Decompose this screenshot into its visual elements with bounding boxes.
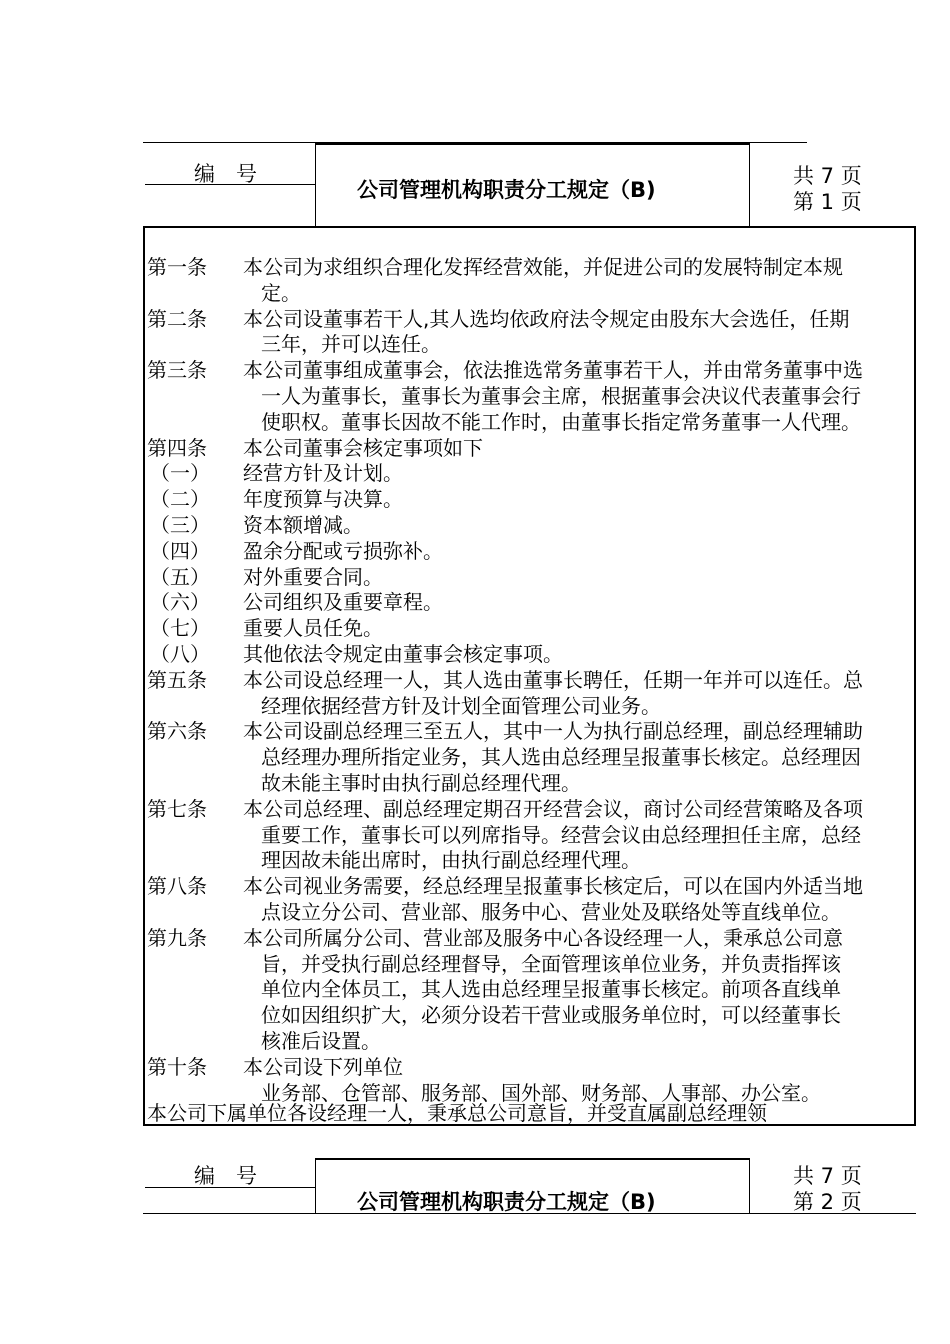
- article-text-line: 理因故未能出席时，由执行副总经理代理。: [261, 848, 641, 873]
- article-number: （七）: [150, 616, 210, 641]
- article-number: （五）: [150, 564, 210, 589]
- article-number: 第八条: [147, 874, 207, 899]
- article-text-line: 本公司设下列单位: [243, 1054, 403, 1079]
- closing-line: 本公司下属单位各设经理一人，秉承总公司意旨，并受直属副总经理领: [147, 1101, 767, 1125]
- article-number: （二）: [150, 487, 210, 512]
- article-text-line: 位如因组织扩大，必须分设若干营业或服务单位时，可以经董事长: [261, 1003, 841, 1028]
- article-number: 第六条: [147, 719, 207, 744]
- article-text-line: 盈余分配或亏损弥补。: [243, 538, 443, 563]
- article-number: （六）: [150, 590, 210, 615]
- article-text-line: 经营方针及计划。: [243, 461, 403, 486]
- article-text-line: 使职权。董事长因故不能工作时，由董事长指定常务董事一人代理。: [261, 409, 861, 434]
- article-text-line: 总经理办理所指定业务，其人选由总经理呈报董事长核定。总经理因: [261, 745, 861, 770]
- article-text-line: 业务部、仓管部、服务部、国外部、财务部、人事部、办公室。: [261, 1080, 821, 1105]
- article-text-line: 公司组织及重要章程。: [243, 590, 443, 615]
- article-text-line: 点设立分公司、营业部、服务中心、营业处及联络处等直线单位。: [261, 900, 841, 924]
- article-text-line: 其他依法令规定由董事会核定事项。: [243, 642, 563, 666]
- header-2-total-pages: 共 7 页: [793, 1164, 862, 1188]
- article-text-line: 对外重要合同。: [243, 564, 383, 589]
- article-text-line: 重要工作，董事长可以列席指导。经营会议由总经理担任主席，总经: [261, 822, 861, 847]
- article-text-line: 定。: [261, 280, 301, 305]
- article-text-line: 一人为董事长，董事长为董事会主席，根据董事会决议代表董事会行: [261, 384, 861, 408]
- article-text-line: 资本额增减。: [243, 513, 363, 537]
- article-number: （三）: [150, 513, 210, 537]
- header-1-doc-title: 公司管理机构职责分工规定（B): [357, 178, 656, 202]
- article-text-line: 年度预算与决算。: [243, 487, 403, 512]
- header-1-code-label: 编 号: [194, 162, 257, 186]
- article-number: 第九条: [147, 925, 207, 950]
- article-number: （八）: [150, 642, 210, 666]
- header-1-right-divider: [749, 143, 750, 226]
- article-text-line: 三年，并可以连任。: [261, 332, 441, 357]
- header-1-page-number: 第 1 页: [793, 190, 862, 214]
- article-text-line: 旨，并受执行副总经理督导，全面管理该单位业务，并负责指挥该: [261, 951, 841, 976]
- header-1-left-divider: [315, 143, 316, 226]
- article-number: 第三条: [147, 358, 207, 383]
- article-number: 第一条: [147, 255, 207, 279]
- header-1-title-top-rule: [315, 143, 749, 145]
- article-text-line: 本公司董事会核定事项如下: [243, 435, 483, 460]
- header-2-page-number: 第 2 页: [793, 1190, 862, 1214]
- article-text-line: 本公司总经理、副总经理定期召开经营会议，商讨公司经营策略及各项: [243, 796, 863, 821]
- header-2-left-divider: [315, 1158, 316, 1213]
- article-number: （四）: [150, 538, 210, 563]
- article-text-line: 本公司设总经理一人，其人选由董事长聘任，任期一年并可以连任。总: [243, 667, 863, 692]
- article-text-line: 本公司为求组织合理化发挥经营效能，并促进公司的发展特制定本规: [243, 255, 843, 279]
- header-2-right-divider: [749, 1158, 750, 1213]
- article-text-line: 本公司设董事若干人,其人选均依政府法令规定由股东大会选任，任期: [243, 306, 850, 331]
- article-text-line: 经理依据经营方针及计划全面管理公司业务。: [261, 693, 661, 718]
- article-text-line: 本公司所属分公司、营业部及服务中心各设经理一人，秉承总公司意: [243, 925, 843, 950]
- article-text-line: 本公司设副总经理三至五人，其中一人为执行副总经理，副总经理辅助: [243, 719, 863, 744]
- article-number: 第四条: [147, 435, 207, 460]
- header-2-title-top-rule: [315, 1158, 749, 1160]
- article-text-line: 故未能主事时由执行副总经理代理。: [261, 771, 581, 795]
- article-number: 第十条: [147, 1054, 207, 1079]
- header-1-total-pages: 共 7 页: [793, 164, 862, 188]
- document-body: [143, 226, 916, 1126]
- article-text-line: 重要人员任免。: [243, 616, 383, 641]
- article-number: 第五条: [147, 667, 207, 692]
- article-text-line: 单位内全体员工，其人选由总经理呈报董事长核定。前项各直线单: [261, 977, 841, 1002]
- header-2-doc-title: 公司管理机构职责分工规定（B): [357, 1190, 656, 1214]
- article-number: 第七条: [147, 796, 207, 821]
- article-number: 第二条: [147, 306, 207, 331]
- article-text-line: 核准后设置。: [261, 1029, 381, 1053]
- article-number: （一）: [150, 461, 210, 486]
- article-text-line: 本公司董事组成董事会，依法推选常务董事若干人，并由常务董事中选: [243, 358, 863, 383]
- header-2-code-label: 编 号: [194, 1164, 257, 1188]
- article-text-line: 本公司视业务需要，经总经理呈报董事长核定后，可以在国内外适当地: [243, 874, 863, 899]
